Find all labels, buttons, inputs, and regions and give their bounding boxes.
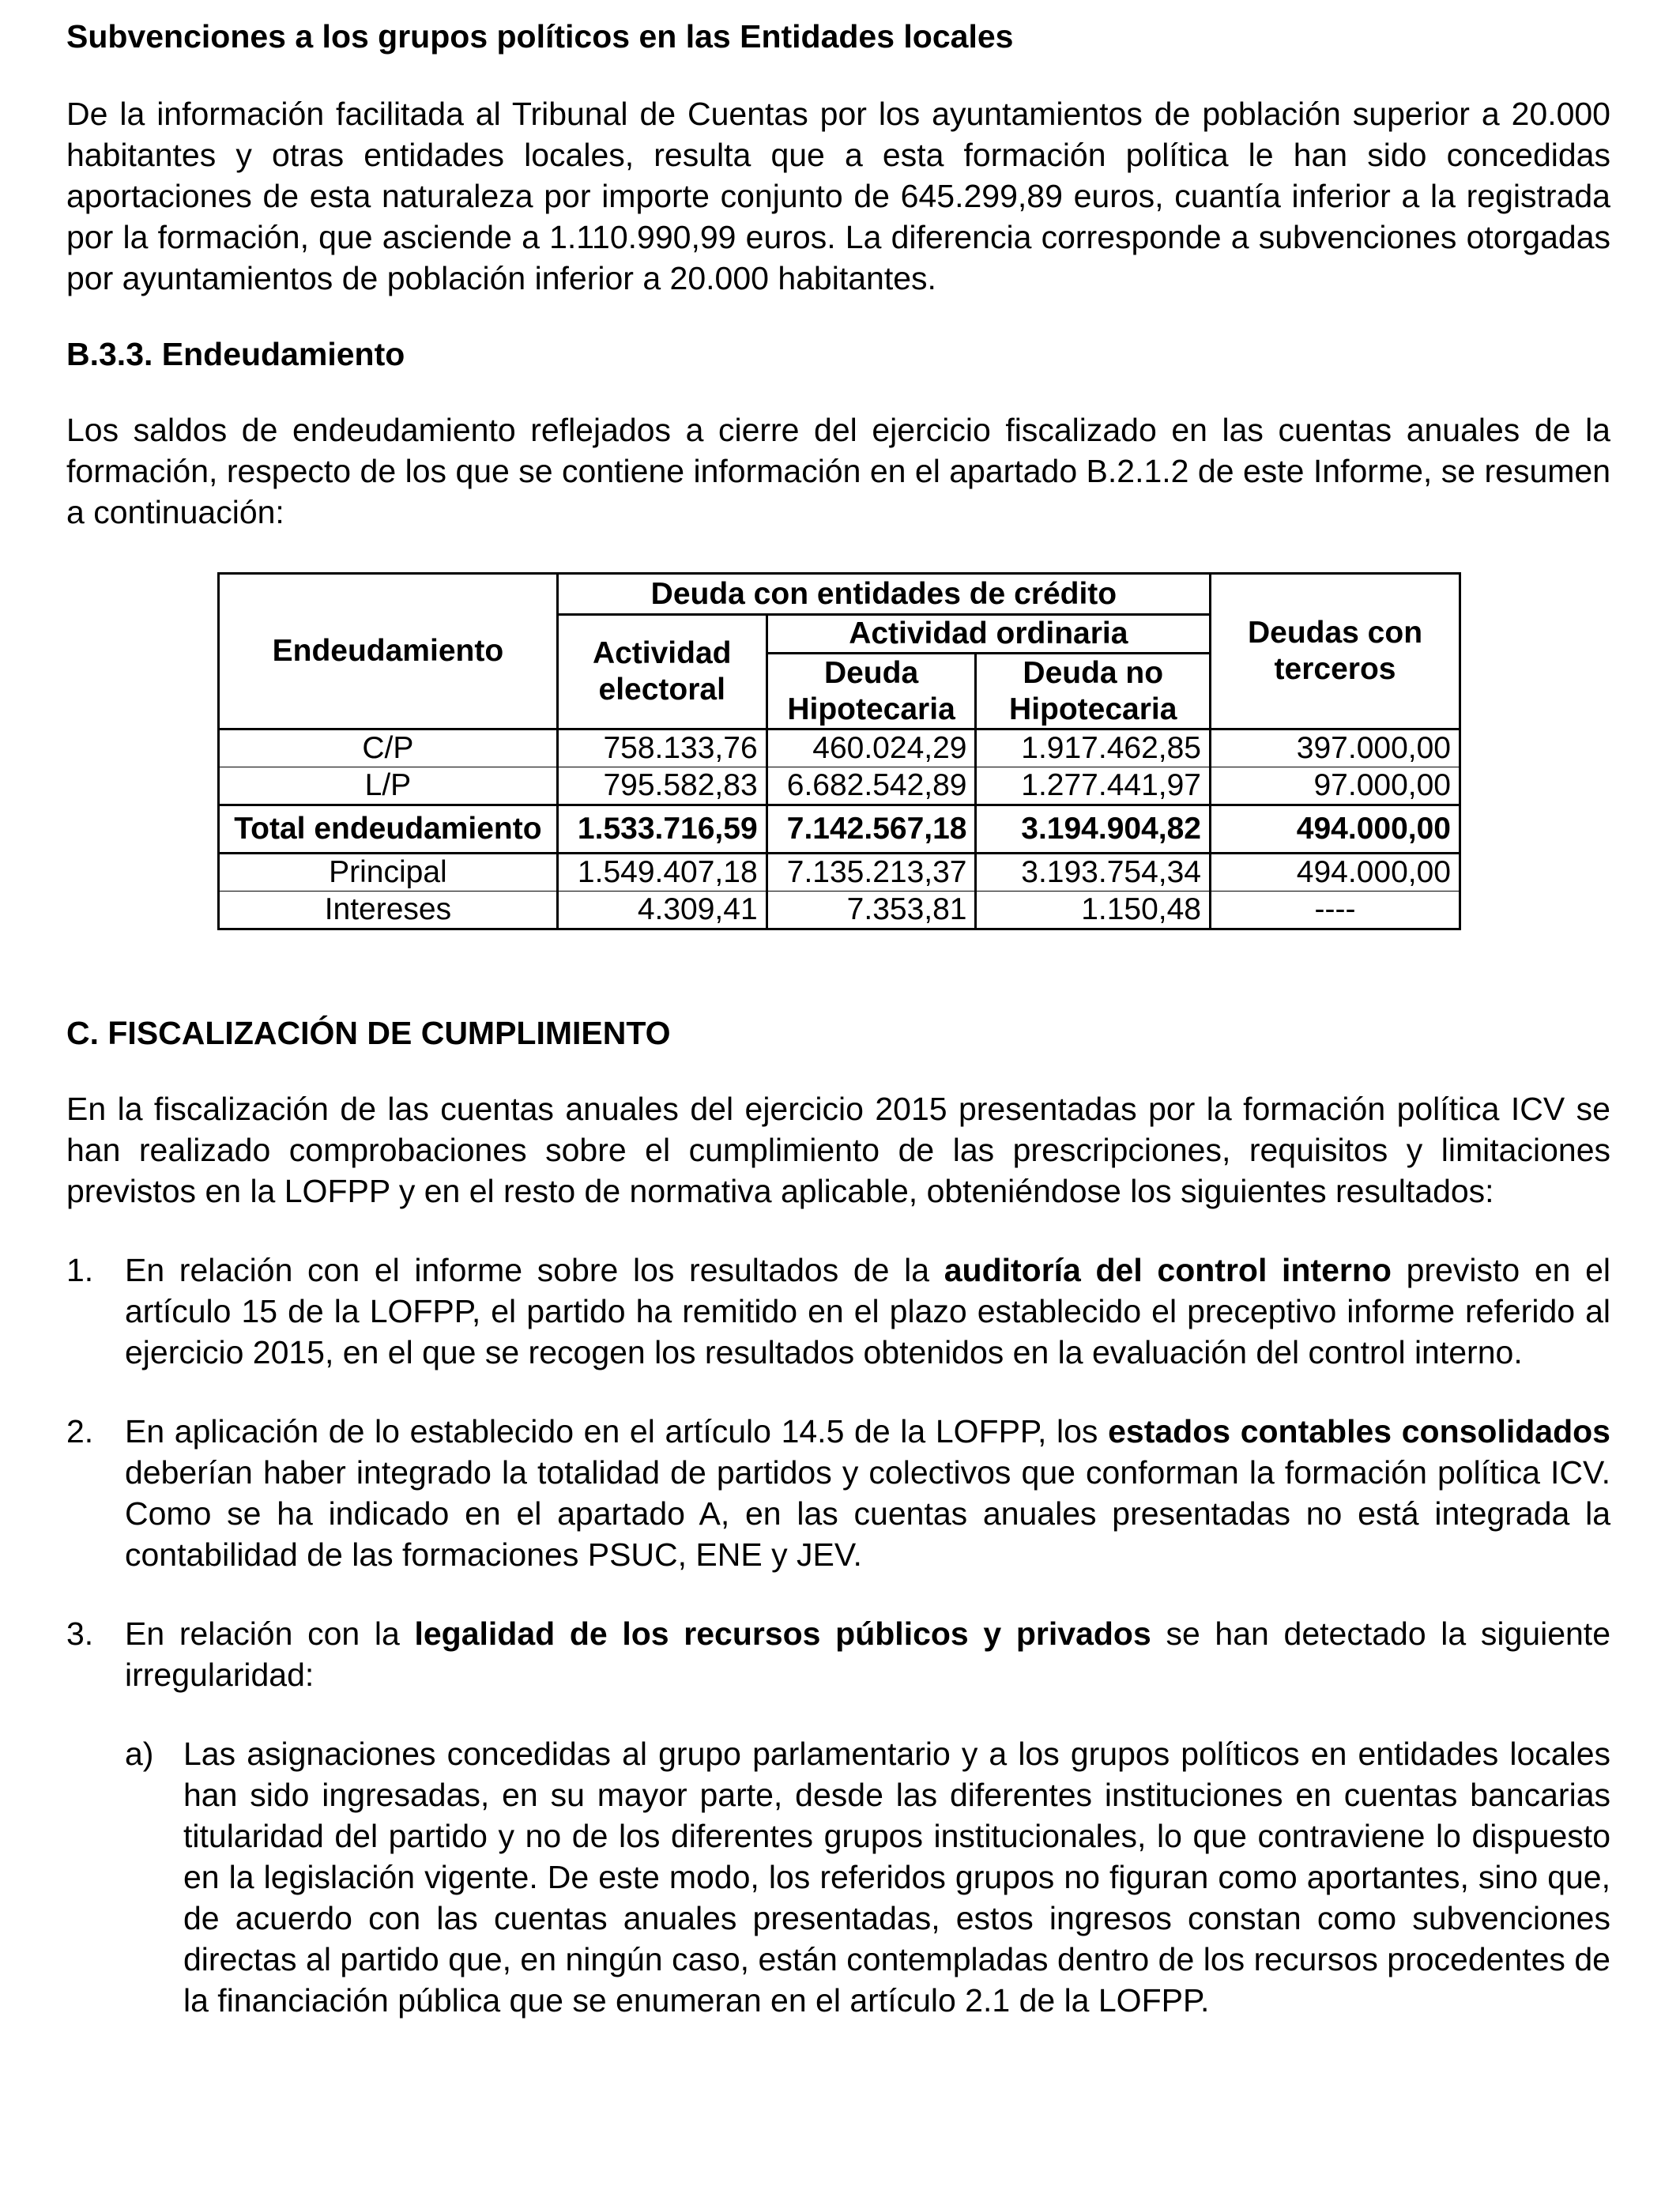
bold-term: estados contables consolidados bbox=[1108, 1413, 1610, 1449]
cell-value: 1.150,48 bbox=[976, 892, 1211, 929]
row-label: L/P bbox=[219, 767, 558, 805]
cell-value: 7.353,81 bbox=[767, 892, 976, 929]
list-item bbox=[66, 1613, 1610, 1695]
cell-value: 795.582,83 bbox=[557, 767, 767, 805]
table-row bbox=[219, 892, 1460, 929]
cell-value: 97.000,00 bbox=[1211, 767, 1460, 805]
list-item-number: 1. bbox=[66, 1252, 94, 1288]
sub-list-item-letter: a) bbox=[125, 1736, 154, 1772]
cell-value: 7.142.567,18 bbox=[767, 805, 976, 854]
cell-value: 4.309,41 bbox=[557, 892, 767, 929]
section-heading-fiscalizacion: C. FISCALIZACIÓN DE CUMPLIMIENTO bbox=[66, 1015, 671, 1051]
table-row-total bbox=[219, 805, 1460, 854]
cell-value: 7.135.213,37 bbox=[767, 854, 976, 892]
header-deuda-hipotecaria: Deuda Hipotecaria bbox=[767, 654, 976, 729]
list-item bbox=[66, 1411, 1610, 1575]
cell-value: 758.133,76 bbox=[557, 729, 767, 767]
row-label: C/P bbox=[219, 729, 558, 767]
section-heading-subvenciones: Subvenciones a los grupos políticos en las Entidades locales bbox=[66, 18, 1014, 55]
cell-value: 460.024,29 bbox=[767, 729, 976, 767]
bold-term: auditoría del control interno bbox=[944, 1252, 1392, 1288]
list-item-number: 3. bbox=[66, 1615, 94, 1652]
table-row bbox=[219, 854, 1460, 892]
sub-list-item bbox=[66, 1733, 1610, 2021]
debt-table-wrapper bbox=[217, 572, 1461, 930]
cell-value: 6.682.542,89 bbox=[767, 767, 976, 805]
header-actividad-electoral: Actividad electoral bbox=[557, 615, 767, 729]
paragraph-fiscalizacion: En la fiscalización de las cuentas anuales del ejercicio 2015 presentadas por la formación política ICV se han realizado comprobaciones sobre el cumplimiento de las prescripciones, requisitos y limitaciones previstos en la LOFPP y en el resto de normativa aplicable, obteniéndose los siguientes resultados: bbox=[66, 1091, 1610, 1209]
row-label: Principal bbox=[219, 854, 558, 892]
cell-value: 3.193.754,34 bbox=[976, 854, 1211, 892]
debt-table bbox=[217, 572, 1461, 930]
cell-value: 1.917.462,85 bbox=[976, 729, 1211, 767]
table-row bbox=[219, 729, 1460, 767]
row-label: Intereses bbox=[219, 892, 558, 929]
list-item-text: En relación con el informe sobre los resultados de la auditoría del control interno previsto en el artículo 15 de la LOFPP, el partido ha remitido en el plazo establecido el preceptivo informe referido al ejercicio 2015, en el que se recogen los resultados obtenidos en la evaluación del control interno. bbox=[125, 1252, 1610, 1370]
list-item-number: 2. bbox=[66, 1413, 94, 1449]
paragraph-subvenciones: De la información facilitada al Tribunal de Cuentas por los ayuntamientos de población superior a 20.000 habitantes y otras entidades locales, resulta que a esta formación política le han sido concedidas aportaciones de esta naturaleza por importe conjunto de 645.299,89 euros, cuantía inferior a la registrada por la formación, que asciende a 1.110.990,99 euros. La diferencia corresponde a subvenciones otorgadas por ayuntamientos de población inferior a 20.000 habitantes. bbox=[66, 96, 1610, 296]
document-page bbox=[66, 16, 1610, 2021]
list-item-text: En aplicación de lo establecido en el artículo 14.5 de la LOFPP, los estados contables consolidados deberían haber integrado la totalidad de partidos y colectivos que conforman la formación política ICV. Como se ha indicado en el apartado A, en las cuentas anuales presentadas no está integrada la contabilidad de las formaciones PSUC, ENE y JEV. bbox=[125, 1413, 1610, 1573]
cell-value: 494.000,00 bbox=[1211, 805, 1460, 854]
sub-list-item-text: Las asignaciones concedidas al grupo parlamentario y a los grupos políticos en entidades locales han sido ingresadas, en su mayor parte, desde las diferentes instituciones en cuentas bancarias titularidad del partido y no de los diferentes grupos institucionales, lo que contraviene lo dispuesto en la legislación vigente. De este modo, los referidos grupos no figuran como aportantes, sino que, de acuerdo con las cuentas anuales presentadas, estos ingresos constan como subvenciones directas al partido que, en ningún caso, están contempladas dentro de los recursos procedentes de la financiación pública que se enumeran en el artículo 2.1 de la LOFPP. bbox=[183, 1736, 1610, 2019]
header-deudas-terceros: Deudas con terceros bbox=[1211, 574, 1460, 729]
cell-value: 397.000,00 bbox=[1211, 729, 1460, 767]
header-endeudamiento: Endeudamiento bbox=[219, 574, 558, 729]
header-actividad-ordinaria: Actividad ordinaria bbox=[767, 615, 1210, 654]
header-deuda-credito: Deuda con entidades de crédito bbox=[557, 574, 1210, 615]
header-deuda-no-hipotecaria: Deuda no Hipotecaria bbox=[976, 654, 1211, 729]
cell-value: 1.277.441,97 bbox=[976, 767, 1211, 805]
cell-value: ---- bbox=[1211, 892, 1460, 929]
section-heading-endeudamiento: B.3.3. Endeudamiento bbox=[66, 336, 405, 372]
cell-value: 3.194.904,82 bbox=[976, 805, 1211, 854]
cell-value: 494.000,00 bbox=[1211, 854, 1460, 892]
paragraph-endeudamiento: Los saldos de endeudamiento reflejados a cierre del ejercicio fiscalizado en las cuentas anuales de la formación, respecto de los que se contiene información en el apartado B.2.1.2 de este Informe, se resumen a continuación: bbox=[66, 412, 1610, 530]
table-row bbox=[219, 767, 1460, 805]
row-label: Total endeudamiento bbox=[219, 805, 558, 854]
bold-term: legalidad de los recursos públicos y privados bbox=[414, 1615, 1151, 1652]
cell-value: 1.549.407,18 bbox=[557, 854, 767, 892]
list-item bbox=[66, 1250, 1610, 1373]
list-item-text: En relación con la legalidad de los recursos públicos y privados se han detectado la siguiente irregularidad: bbox=[125, 1615, 1610, 1693]
cell-value: 1.533.716,59 bbox=[557, 805, 767, 854]
